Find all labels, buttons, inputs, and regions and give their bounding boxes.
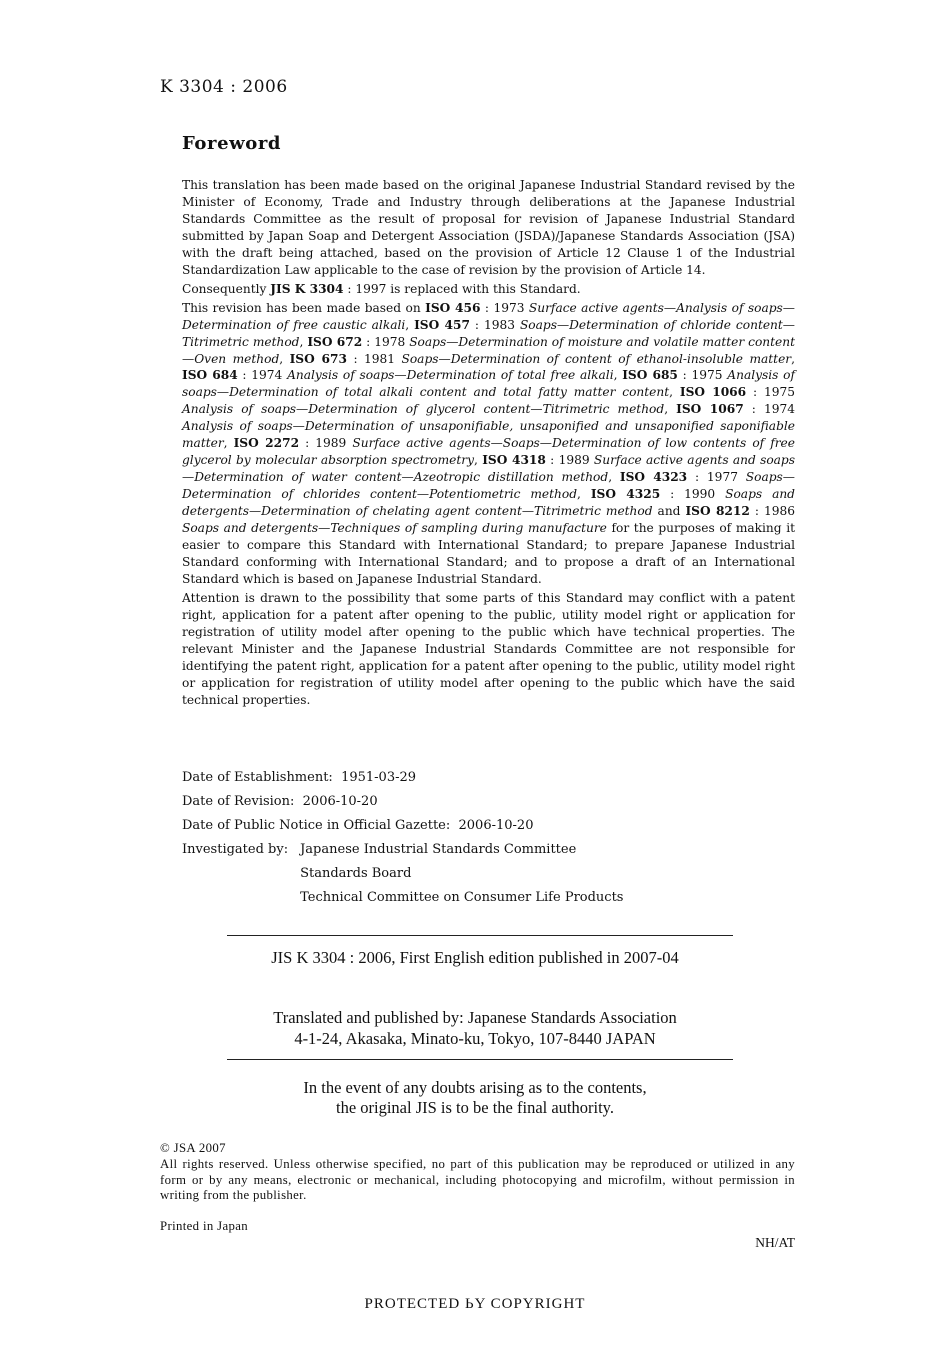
divider-bottom bbox=[227, 1059, 733, 1060]
investigator: Technical Committee on Consumer Life Products bbox=[300, 890, 624, 905]
iso-reference-title: Soaps and detergents—Techniques of sampling during manufacture bbox=[182, 521, 607, 536]
foreword-paragraph-3 bbox=[182, 300, 795, 588]
iso-reference-title: Soaps—Determination of content of ethanol-insoluble matter bbox=[401, 351, 792, 366]
replaced-standard: JIS K 3304 bbox=[270, 281, 344, 296]
revision-intro: This revision has been made based on bbox=[182, 300, 426, 315]
iso-reference-separator: , bbox=[664, 402, 677, 417]
iso-reference-year: : 1973 bbox=[480, 300, 529, 315]
iso-reference-year: : 1989 bbox=[299, 436, 353, 451]
iso-reference-code: ISO 4318 bbox=[482, 453, 546, 468]
investigated-by-list bbox=[300, 838, 623, 910]
iso-reference-separator: , bbox=[577, 487, 591, 502]
page-title: Foreword bbox=[182, 133, 282, 154]
date-of-establishment: Date of Establishment: 1951-03-29 bbox=[182, 770, 417, 785]
iso-reference-code: ISO 8212 bbox=[685, 504, 750, 519]
foreword-paragraph-1: This translation has been made based on the original Japanese Industrial Standard revised by the Minister of Economy, Trade and Industry through deliberations at the Japanese Industrial Standards Committee as the result of proposal for revision of Japanese Industrial Standard submitted by Japan Soap and Detergent Association (JSDA)/Japanese Standards Association (JSA) with the draft being attached, based on the provision of Article 12 Clause 1 of the Industrial Standardization Law applicable to the case of revision by the provision of Article 14. bbox=[182, 178, 795, 277]
authority-line-1: In the event of any doubts arising as to the contents, bbox=[303, 1078, 647, 1097]
foreword-paragraph-2: Consequently JIS K 3304 : 1997 is replaced with this Standard. bbox=[182, 281, 581, 296]
iso-reference-code: ISO 1067 bbox=[676, 402, 744, 417]
iso-reference-year: : 1983 bbox=[469, 317, 520, 332]
iso-reference-separator: , bbox=[474, 453, 483, 468]
iso-reference-title: Analysis of soaps—Determination of glycerol content—Titrimetric method bbox=[182, 402, 665, 417]
publisher-address: 4-1-24, Akasaka, Minato-ku, Tokyo, 107-8440 JAPAN bbox=[294, 1029, 656, 1048]
iso-reference-title: Analysis of soaps—Determination of total free alkali bbox=[287, 368, 614, 383]
iso-reference-title: Soaps—Determination of chloride content—Titrimetric method bbox=[182, 317, 795, 349]
document-code-header: K 3304 : 2006 bbox=[160, 77, 288, 97]
iso-reference-year: : 1986 bbox=[749, 504, 795, 519]
iso-reference-title: Surface active agents—Soaps—Determination of low contents of free glycerol by molecular absorption spectrometry bbox=[182, 436, 795, 468]
iso-reference-title: Soaps and detergents—Determination of chelating agent content—Titrimetric method bbox=[182, 487, 795, 519]
revision-outro: for the purposes of making it easier to compare this Standard with International Standard; to prepare Japanese Industrial Standard conforming with International Standard; and to propose a draft of an International Standard which is based on Japanese Industrial Standard. bbox=[182, 521, 795, 586]
iso-reference-code: ISO 684 bbox=[182, 368, 238, 383]
investigator: Japanese Industrial Standards Committee bbox=[300, 842, 577, 857]
iso-reference-title: Surface active agents—Analysis of soaps—Determination of free caustic alkali bbox=[182, 300, 795, 332]
iso-reference-separator: , bbox=[299, 334, 308, 349]
rights-statement: All rights reserved. Unless otherwise specified, no part of this publication may be reproduced or utilized in any form or by any means, electronic or mechanical, including photocopying and microfilm, without permission in writing from the publisher. bbox=[160, 1157, 795, 1202]
edition-line: JIS K 3304 : 2006, First English edition published in 2007-04 bbox=[271, 948, 679, 967]
iso-reference-separator: , bbox=[405, 317, 415, 332]
iso-reference-code: ISO 673 bbox=[289, 351, 347, 366]
iso-reference-separator: , bbox=[669, 385, 680, 400]
investigator: Standards Board bbox=[300, 866, 412, 881]
copyright-mark: © JSA 2007 bbox=[160, 1141, 226, 1155]
iso-reference-title: Surface active agents and soaps—Determination of water content—Azeotropic distillation method bbox=[182, 453, 795, 485]
iso-reference-code: ISO 2272 bbox=[233, 436, 300, 451]
divider-top bbox=[227, 935, 733, 936]
copyright-footer: PROTECTED ЬY COPYRIGHT bbox=[364, 1296, 586, 1312]
iso-reference-separator: , bbox=[791, 351, 795, 366]
iso-reference-title: Analysis of soaps—Determination of total alkali content and total fatty matter content bbox=[182, 368, 795, 400]
dates-block bbox=[182, 766, 623, 910]
iso-reference-separator: , bbox=[608, 470, 620, 485]
iso-reference-code: ISO 1066 bbox=[679, 385, 747, 400]
iso-reference-code: ISO 456 bbox=[425, 300, 481, 315]
iso-reference-title: Soaps—Determination of moisture and volatile matter content—Oven method bbox=[182, 334, 795, 366]
iso-reference-separator: and bbox=[652, 504, 686, 519]
iso-reference-year: : 1989 bbox=[545, 453, 594, 468]
iso-reference-year: : 1974 bbox=[743, 402, 795, 417]
iso-reference-year: : 1978 bbox=[362, 334, 410, 349]
iso-reference-separator: , bbox=[613, 368, 623, 383]
printed-in: Printed in Japan bbox=[160, 1219, 249, 1233]
iso-reference-code: ISO 4323 bbox=[619, 470, 688, 485]
iso-reference-year: : 1975 bbox=[746, 385, 795, 400]
foreword-body bbox=[182, 177, 795, 711]
date-of-public-notice: Date of Public Notice in Official Gazette: 2006-10-20 bbox=[182, 818, 534, 833]
iso-reference-year: : 1990 bbox=[660, 487, 726, 502]
iso-reference-year: : 1975 bbox=[677, 368, 728, 383]
investigated-by-label: Investigated by: bbox=[182, 842, 289, 857]
iso-reference-code: ISO 685 bbox=[622, 368, 678, 383]
iso-reference-title: Analysis of soaps—Determination of unsaponifiable, unsaponified and unsaponified saponifiable matter bbox=[182, 419, 795, 451]
document-tracking-code: NH/AT bbox=[755, 1235, 795, 1250]
translated-by-line: Translated and published by: Japanese Standards Association bbox=[273, 1008, 677, 1027]
iso-reference-year: : 1974 bbox=[237, 368, 288, 383]
iso-reference-code: ISO 457 bbox=[414, 317, 470, 332]
iso-reference-year: : 1977 bbox=[687, 470, 746, 485]
iso-reference-code: ISO 4325 bbox=[590, 487, 661, 502]
authority-line-2: the original JIS is to be the final authority. bbox=[335, 1098, 614, 1117]
iso-reference-code: ISO 672 bbox=[307, 334, 363, 349]
foreword-paragraph-4: Attention is drawn to the possibility that some parts of this Standard may conflict with a patent right, application for a patent after opening to the public, utility model right or application for registration of utility model after opening to the public which have technical properties. The relevant Minister and the Japanese Industrial Standards Committee are not responsible for identifying the patent right, application for a patent after opening to the public, utility model right or application for registration of utility model after opening to the public which have the said technical properties. bbox=[182, 590, 795, 707]
iso-reference-year: : 1981 bbox=[346, 351, 402, 366]
iso-reference-separator: , bbox=[223, 436, 234, 451]
iso-reference-separator: , bbox=[279, 351, 290, 366]
date-of-revision: Date of Revision: 2006-10-20 bbox=[182, 794, 378, 809]
iso-reference-title: Soaps—Determination of chlorides content—Potentiometric method bbox=[182, 470, 795, 502]
